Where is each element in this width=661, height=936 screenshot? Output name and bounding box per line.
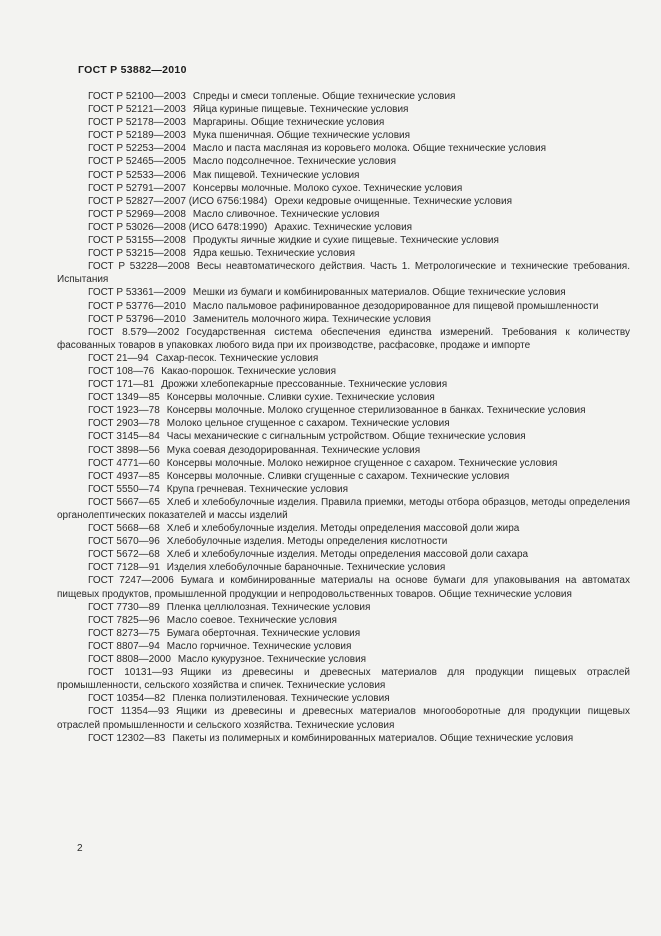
standard-code: ГОСТ Р 52827—2007 (ИСО 6756:1984) <box>88 195 268 207</box>
standard-title: Хлеб и хлебобулочные изделия. Методы определения массовой доли жира <box>166 523 520 535</box>
standard-entry <box>57 103 630 116</box>
standard-code: ГОСТ 5667—65 <box>88 496 160 508</box>
standard-title: Консервы молочные. Молоко сгущенное стерилизованное в банках. Технические условия <box>166 405 586 417</box>
standard-code: ГОСТ 5670—96 <box>88 536 160 548</box>
standard-entry <box>57 417 630 430</box>
standard-entry <box>57 470 630 483</box>
standard-code: ГОСТ 7825—96 <box>88 614 160 626</box>
standard-code: ГОСТ 4937—85 <box>88 470 160 482</box>
standard-title: Ящики из древесины и древесных материалов многооборотные для продукции пищевых отраслей промышленности и сельского хозяйства. Технические условия <box>57 706 630 731</box>
standard-code: ГОСТ 8808—2000 <box>88 654 171 666</box>
standard-title: Хлеб и хлебобулочные изделия. Правила приемки, методы отбора образцов, методы определения органолептических показателей и массы изделий <box>57 496 630 521</box>
standard-entry <box>57 640 630 653</box>
standard-code: ГОСТ Р 53026—2008 (ИСО 6478:1990) <box>88 221 268 233</box>
standard-entry <box>57 352 630 365</box>
standard-code: ГОСТ 1349—85 <box>88 392 160 404</box>
standard-code: ГОСТ Р 52969—2008 <box>88 208 186 220</box>
standard-code: ГОСТ 8273—75 <box>88 627 160 639</box>
standard-title: Масло соевое. Технические условия <box>166 614 337 626</box>
standard-title: Пленка полиэтиленовая. Технические условия <box>172 693 390 705</box>
standard-title: Крупа гречневая. Технические условия <box>166 483 349 495</box>
standard-title: Молоко цельное сгущенное с сахаром. Технические условия <box>166 418 450 430</box>
standard-code: ГОСТ 7128—91 <box>88 562 160 574</box>
standard-entry <box>57 444 630 457</box>
standard-entry <box>57 129 630 142</box>
standard-title: Масло и паста масляная из коровьего молока. Общие технические условия <box>192 143 547 155</box>
standard-entry <box>57 365 630 378</box>
standard-code: ГОСТ Р 53796—2010 <box>88 313 186 325</box>
standard-title: Масло пальмовое рафинированное дезодорированное для пищевой промышленности <box>192 300 599 312</box>
standard-code: ГОСТ 10131—93 <box>88 667 174 679</box>
standard-entry <box>57 548 630 561</box>
standard-entry <box>57 430 630 443</box>
standard-title: Масло горчичное. Технические условия <box>166 640 352 652</box>
standard-code: ГОСТ 12302—83 <box>88 732 166 744</box>
standard-title: Маргарины. Общие технические условия <box>192 117 385 129</box>
standard-entry <box>57 653 630 666</box>
standard-code: ГОСТ 7730—89 <box>88 601 160 613</box>
standard-code: ГОСТ Р 52791—2007 <box>88 182 186 194</box>
standard-entry <box>57 705 630 731</box>
standard-entry <box>57 142 630 155</box>
standard-code: ГОСТ Р 53361—2009 <box>88 287 186 299</box>
standard-code: ГОСТ 8807—94 <box>88 640 160 652</box>
standard-title: Бумага и комбинированные материалы на основе бумаги для упаковывания на автоматах пищевых продуктов, промышленной продукции и непродовольственных товаров. Общие технические условия <box>57 575 630 600</box>
standard-title: Дрожжи хлебопекарные прессованные. Технические условия <box>161 379 448 391</box>
standard-title: Спреды и смеси топленые. Общие технические условия <box>192 91 456 102</box>
standard-code: ГОСТ 3145—84 <box>88 431 160 443</box>
standard-title: Мука пшеничная. Общие технические условия <box>192 130 411 142</box>
standard-entry <box>57 169 630 182</box>
standard-code: ГОСТ 4771—60 <box>88 457 160 469</box>
standard-title: Масло подсолнечное. Технические условия <box>192 156 397 168</box>
standard-title: Орехи кедровые очищенные. Технические условия <box>274 195 512 207</box>
standard-title: Какао-порошок. Технические условия <box>161 365 337 377</box>
standard-code: ГОСТ Р 53215—2008 <box>88 248 186 260</box>
standard-title: Масло сливочное. Технические условия <box>192 208 380 220</box>
standard-title: Сахар-песок. Технические условия <box>155 352 319 364</box>
standard-entry <box>57 313 630 326</box>
standard-entry <box>57 116 630 129</box>
standard-title: Яйца куриные пищевые. Технические условия <box>192 104 409 116</box>
standard-entry <box>57 90 630 103</box>
standard-entry <box>57 260 630 286</box>
standard-title: Консервы молочные. Сливки сгущенные с сахаром. Технические условия <box>166 470 510 482</box>
standard-title: Арахис. Технические условия <box>274 221 413 233</box>
standard-code: ГОСТ 5672—68 <box>88 549 160 561</box>
standard-entry <box>57 561 630 574</box>
page-number: 2 <box>77 843 83 854</box>
standard-entry <box>57 195 630 208</box>
standard-code: ГОСТ 10354—82 <box>88 693 166 705</box>
standard-code: ГОСТ Р 52100—2003 <box>88 91 186 102</box>
standard-title: Заменитель молочного жира. Технические условия <box>192 313 431 325</box>
standard-code: ГОСТ 171—81 <box>88 379 155 391</box>
standard-code: ГОСТ Р 52253—2004 <box>88 143 186 155</box>
standard-entry <box>57 391 630 404</box>
standard-entry <box>57 378 630 391</box>
standard-entry <box>57 496 630 522</box>
standard-title: Пленка целлюлозная. Технические условия <box>166 601 371 613</box>
standard-code: ГОСТ 11354—93 <box>88 706 170 718</box>
standard-entry <box>57 614 630 627</box>
standard-title: Часы механические с сигнальным устройством. Общие технические условия <box>166 431 526 443</box>
standard-code: ГОСТ 2903—78 <box>88 418 160 430</box>
standard-title: Ящики из древесины и древесных материалов для продукции пищевых отраслей промышленности, сельского хозяйства и спичек. Технические условия <box>57 667 630 692</box>
standard-title: Консервы молочные. Молоко нежирное сгущенное с сахаром. Технические условия <box>166 457 558 469</box>
standard-code: ГОСТ 7247—2006 <box>88 575 174 587</box>
standard-code: ГОСТ 108—76 <box>88 365 155 377</box>
standard-entry <box>57 574 630 600</box>
standard-entry <box>57 522 630 535</box>
standard-code: ГОСТ Р 52465—2005 <box>88 156 186 168</box>
standard-entry <box>57 182 630 195</box>
standard-entry <box>57 326 630 352</box>
standard-entry <box>57 732 630 745</box>
standard-code: ГОСТ Р 52178—2003 <box>88 117 186 129</box>
standard-title: Хлеб и хлебобулочные изделия. Методы определения массовой доли сахара <box>166 549 529 561</box>
standard-entry <box>57 627 630 640</box>
standard-code: ГОСТ 5668—68 <box>88 523 160 535</box>
standard-entry <box>57 234 630 247</box>
standard-title: Мак пищевой. Технические условия <box>192 169 360 181</box>
standard-entry <box>57 221 630 234</box>
standard-title: Весы неавтоматического действия. Часть 1. Метрологические и технические требования. Испытания <box>57 261 630 286</box>
standard-code: ГОСТ Р 52533—2006 <box>88 169 186 181</box>
standard-title: Изделия хлебобулочные бараночные. Технические условия <box>166 562 446 574</box>
standard-entry <box>57 286 630 299</box>
standard-title: Государственная система обеспечения единства измерений. Требования к количеству фасованных товаров в упаковках любого вида при их производстве, расфасовке, продаже и импорте <box>57 326 630 351</box>
standard-title: Консервы молочные. Сливки сухие. Технические условия <box>166 392 435 404</box>
standard-code: ГОСТ Р 53776—2010 <box>88 300 186 312</box>
standard-code: ГОСТ Р 52121—2003 <box>88 104 186 116</box>
standard-title: Пакеты из полимерных и комбинированных материалов. Общие технические условия <box>172 732 574 744</box>
standard-entry <box>57 535 630 548</box>
standard-entry <box>57 483 630 496</box>
standard-code: ГОСТ 8.579—2002 <box>88 326 180 338</box>
standard-code: ГОСТ 5550—74 <box>88 483 160 495</box>
standard-title: Ядра кешью. Технические условия <box>192 248 355 260</box>
standard-entry <box>57 601 630 614</box>
standard-code: ГОСТ 21—94 <box>88 352 149 364</box>
standard-entry <box>57 247 630 260</box>
standard-entry <box>57 457 630 470</box>
standard-code: ГОСТ Р 53228—2008 <box>88 261 190 273</box>
standard-entry <box>57 692 630 705</box>
standard-code: ГОСТ Р 52189—2003 <box>88 130 186 142</box>
standard-entry <box>57 300 630 313</box>
standard-code: ГОСТ Р 53155—2008 <box>88 235 186 247</box>
document-header: ГОСТ Р 53882—2010 <box>78 64 187 76</box>
standard-entry <box>57 404 630 417</box>
standard-title: Консервы молочные. Молоко сухое. Технические условия <box>192 182 463 194</box>
standard-code: ГОСТ 3898—56 <box>88 444 160 456</box>
standard-title: Мешки из бумаги и комбинированных материалов. Общие технические условия <box>192 287 566 299</box>
standard-entry <box>57 666 630 692</box>
standard-title: Мука соевая дезодорированная. Технические условия <box>166 444 421 456</box>
standard-entry <box>57 155 630 168</box>
standard-title: Бумага оберточная. Технические условия <box>166 627 361 639</box>
standard-entry <box>57 208 630 221</box>
standard-title: Продукты яичные жидкие и сухие пищевые. Технические условия <box>192 235 499 247</box>
standard-code: ГОСТ 1923—78 <box>88 405 160 417</box>
standards-list <box>57 90 630 745</box>
standard-title: Масло кукурузное. Технические условия <box>177 654 367 666</box>
standard-title: Хлебобулочные изделия. Методы определения кислотности <box>166 536 448 548</box>
